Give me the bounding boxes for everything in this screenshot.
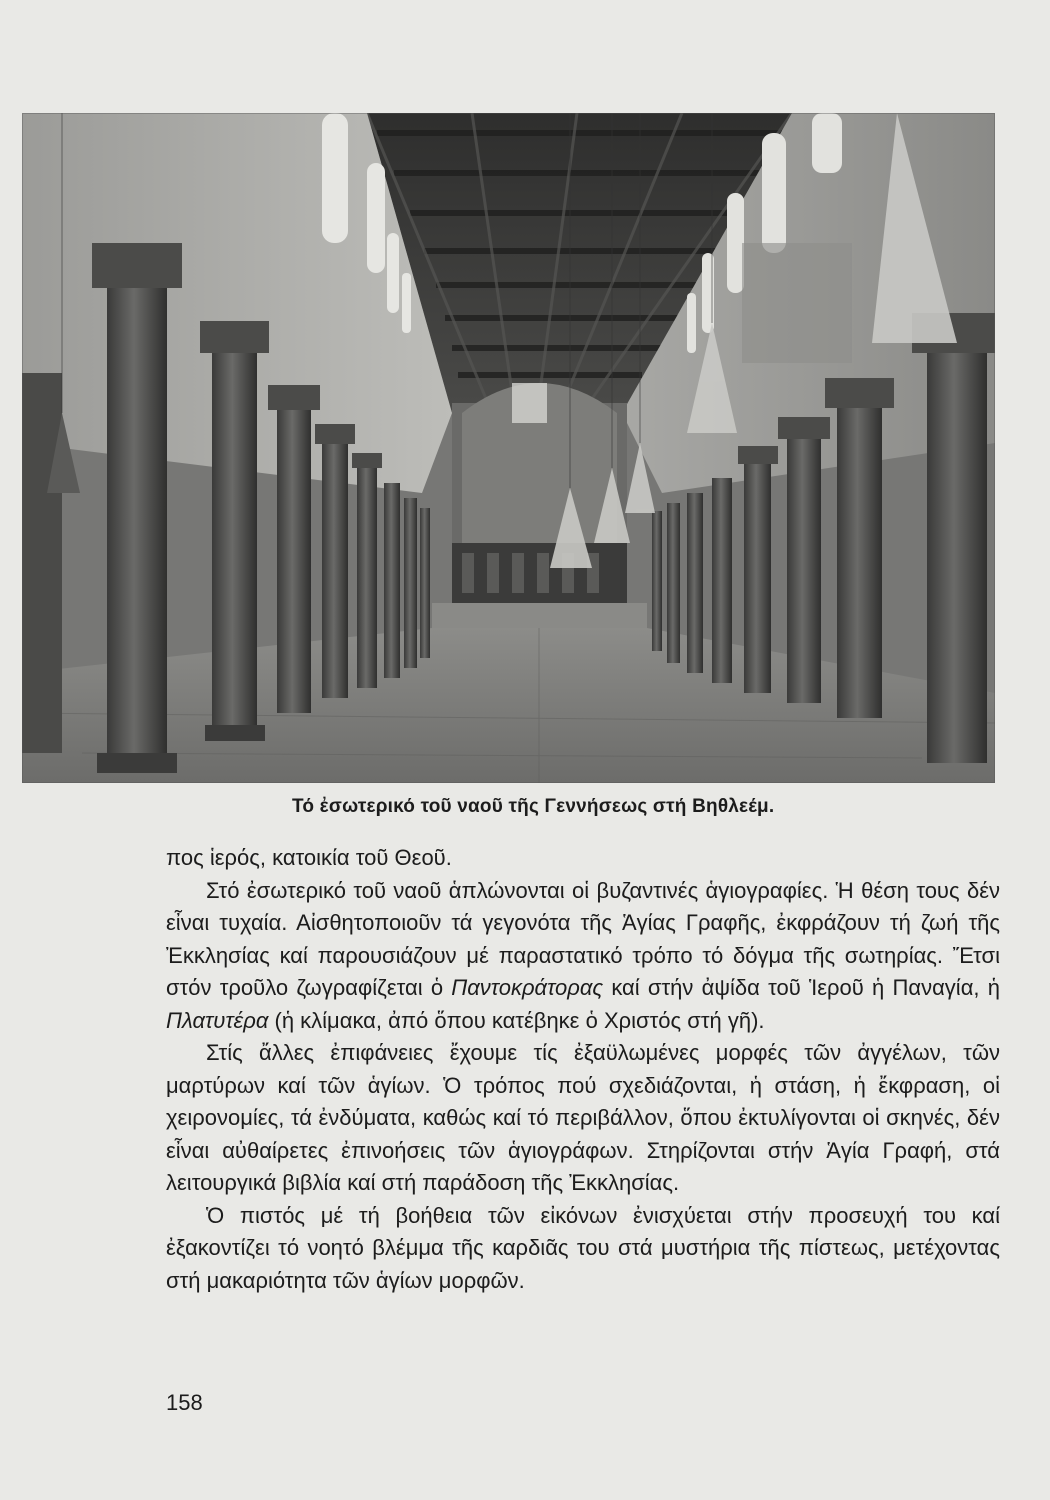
page-number: 158 xyxy=(166,1390,203,1415)
paragraph-2-italic-platytera: Πλατυτέρα xyxy=(166,1007,269,1033)
paragraph-2-part-3: (ἡ κλίμακα, ἀπό ὅπου κατέβηκε ὁ Χριστός στή γῆ). xyxy=(268,1007,765,1033)
basilica-interior-photo xyxy=(22,113,995,783)
paragraph-1: πος ἱερός, κατοικία τοῦ Θεοῦ. xyxy=(166,845,452,870)
paragraph-2-part-1: Στό ἐσωτερικό τοῦ ναοῦ ἁπλώνονται οἱ βυζαντινές ἁγιογραφίες. Ἡ θέση τους δέν εἶναι τυχαία. Αἰσθητοποιοῦν τά γεγονότα τῆς Ἁγίας Γραφῆς, ἐκφράζουν τή ζωή τῆς Ἐκκλησίας καί παρουσιάζουν μέ παραστατικό τρόπο τό δόγμα τῆς σωτηρίας. Ἔτσι στόν τροῦλο ζωγραφίζεται ὁ xyxy=(166,877,1000,1000)
paragraph-2-part-2: καί στήν ἀψίδα τοῦ Ἱεροῦ ἡ Παναγία, ἡ xyxy=(603,975,1000,1000)
paragraph-3: Στίς ἄλλες ἐπιφάνειες ἔχουμε τίς ἐξαϋλωμένες μορφές τῶν ἀγγέλων, τῶν μαρτύρων καί τῶν ἁγίων. Ὁ τρόπος πού σχεδιάζονται, ἡ στάση, ἡ ἔκφραση, οἱ χειρονομίες, τά ἐνδύματα, καθώς καί τό περιβάλλον, ὅπου ἐκτυλίγονται οἱ σκηνές, δέν εἶναι αὐθαίρετες ἐπινοήσεις τῶν ἁγιογράφων. Στηρίζονται στήν Ἁγία Γραφή, στά λειτουργικά βιβλία καί στή παράδοση τῆς Ἐκκλησίας. xyxy=(166,1040,1000,1195)
paragraph-2 xyxy=(166,875,1000,1038)
body-text xyxy=(166,842,1000,1297)
paragraph-4: Ὁ πιστός μέ τή βοήθεια τῶν εἰκόνων ἐνισχύεται στήν προσευχή του καί ἐξακοντίζει τό νοητό βλέμμα τῆς καρδιᾶς του στά μυστήρια τῆς πίστεως, μετέχοντας στή μακαριότητα τῶν ἁγίων μορφῶν. xyxy=(166,1202,1000,1293)
paragraph-2-italic-pantokrator: Παντοκράτορας xyxy=(451,975,604,1000)
photo-caption: Τό ἐσωτερικό τοῦ ναοῦ τῆς Γεννήσεως στή Βηθλεέμ. xyxy=(292,796,775,817)
